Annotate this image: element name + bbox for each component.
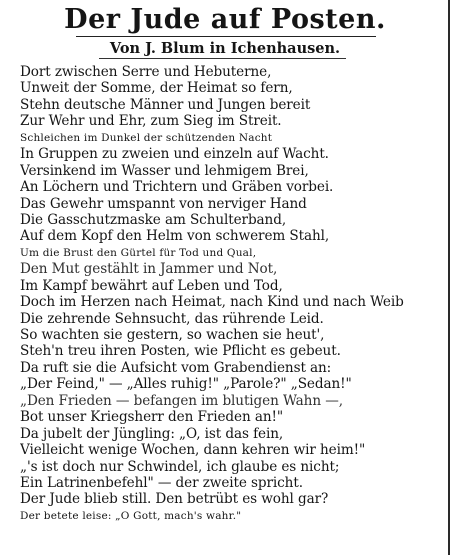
poem-line: Versinkend im Wasser und lehmigem Brei, (20, 162, 309, 179)
poem-line: Steh'n treu ihren Posten, wie Pflicht es gebeut. (20, 343, 341, 360)
poem-line: Vielleicht wenige Wochen, dann kehren wir heim!" (20, 442, 366, 459)
poem-line: „'s ist doch nur Schwindel, ich glaube es nicht; (20, 458, 340, 475)
poem-line: Dort zwischen Serre und Hebuterne, (20, 64, 272, 80)
poem-line: Das Gewehr umspannt von nerviger Hand (20, 195, 307, 212)
poem-line: Doch im Herzen nach Heimat, nach Kind und nach Weib (20, 294, 404, 311)
poem-title: Der Jude auf Posten. (64, 4, 386, 35)
poem-line: Die zehrende Sehnsucht, das rührende Leid. (20, 310, 324, 327)
author-byline: Von J. Blum in Ichenhausen. (109, 40, 341, 57)
poem-line: Da jubelt der Jüngling: „O, ist das fein, (20, 425, 284, 442)
poem-body (20, 64, 444, 524)
poem-line: Bot unser Kriegsherr den Frieden an!" (20, 409, 283, 426)
poem-line: Um die Brust den Gürtel für Tod und Qual, (20, 246, 257, 259)
poem-line: Da ruft sie die Aufsicht vom Grabendienst an: (20, 359, 332, 376)
poem-line: „Der Feind," — „Alles ruhig!" „Parole?" „Sedan!" (20, 376, 352, 393)
poem-line: Der betete leise: „O Gott, mach's wahr." (20, 509, 242, 522)
byline-underline (99, 58, 346, 59)
poem-line: Unweit der Somme, der Heimat so fern, (20, 80, 293, 97)
poem-line: „Den Frieden — befangen im blutigen Wahn —, (20, 392, 343, 409)
poem-line: Die Gasschutzmaske am Schulterband, (20, 211, 287, 228)
poem-line: Den Mut gestählt in Jammer und Not, (20, 261, 278, 278)
poem-line: Im Kampf bewährt auf Leben und Tod, (20, 277, 283, 294)
poem-line: Zur Wehr und Ehr, zum Sieg im Streit. (20, 113, 282, 130)
poem-line: Auf dem Kopf den Helm von schwerem Stahl, (20, 228, 330, 245)
poem-line: Stehn deutsche Männer und Jungen bereit (20, 96, 311, 113)
poem-line: So wachten sie gestern, so wachen sie heut', (20, 327, 325, 343)
poem-line: Schleichen im Dunkel der schützenden Nacht (20, 131, 273, 144)
poem-line: Der Jude blieb still. Den betrübt es wohl gar? (20, 491, 329, 508)
title-underline (76, 36, 376, 37)
poem-line: An Löchern und Trichtern und Gräben vorbei. (20, 179, 334, 196)
poem-line: Ein Latrinenbefehl" — der zweite spricht. (20, 474, 303, 491)
poem-line: In Gruppen zu zweien und einzeln auf Wacht. (20, 146, 329, 163)
